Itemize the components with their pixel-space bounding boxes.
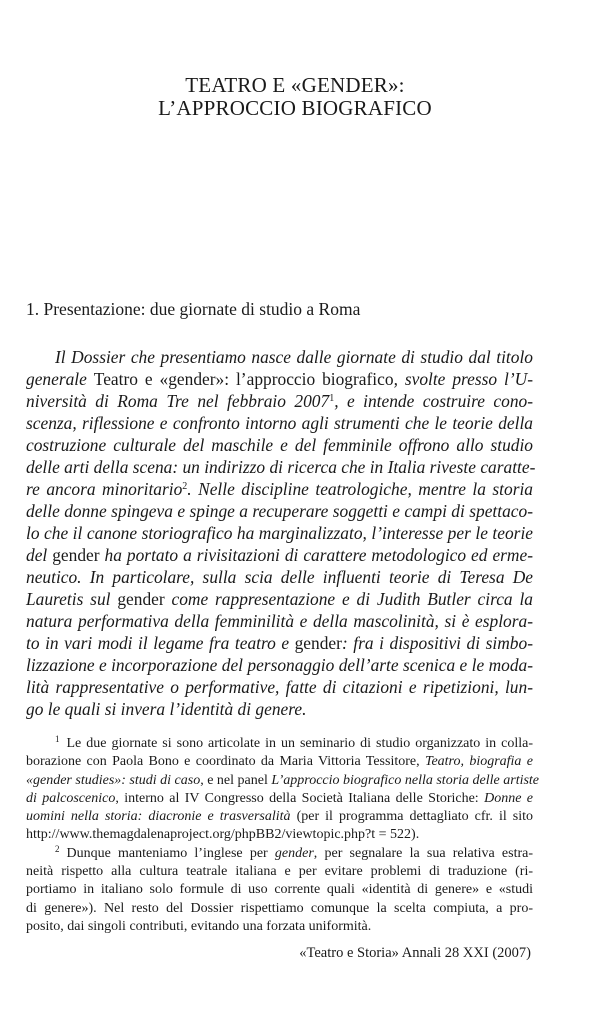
- footnote-line: [26, 753, 533, 771]
- body-line: [26, 632, 533, 654]
- body-text-run: gender: [117, 589, 165, 609]
- footnote-text-run: gender: [274, 845, 314, 861]
- body-line: [26, 434, 533, 456]
- journal-citation: «Teatro e Storia» Annali 28 XXI (2007): [299, 945, 531, 961]
- body-text-run: to in vari modi il legame fra teatro e: [26, 633, 295, 653]
- footnote-text-run: , interno al IV Congresso della Società Italiana delle Storiche:: [115, 790, 485, 806]
- page-title: [0, 74, 590, 120]
- section-heading: 1. Presentazione: due giornate di studio a Roma: [26, 299, 361, 319]
- footnote-line: [26, 735, 533, 753]
- body-line: [26, 522, 533, 544]
- body-text-run: scenza, riflessione e confronto intorno agli strumenti che le teorie della: [26, 413, 533, 433]
- body-text-run: delle arti della scena: un indirizzo di ricerca che in Italia riveste caratte-: [26, 457, 536, 477]
- footnote-line: [26, 845, 533, 863]
- footnote-reference: 2: [182, 481, 188, 492]
- body-line: [26, 456, 536, 478]
- footnote-line: [26, 918, 533, 936]
- footnote-reference: 1: [329, 393, 335, 404]
- body-text-run: natura performativa della femminilità e della mascolinità, si è esplora-: [26, 611, 533, 631]
- body-text-run: . Nelle discipline teatrologiche, mentre la storia: [187, 479, 533, 499]
- footnote-text-run: Dunque manteniamo l’inglese per: [66, 845, 275, 861]
- body-text-run: Lauretis sul: [26, 589, 118, 609]
- footnote-text-run: , per segnalare la sua relativa estra-: [313, 845, 534, 861]
- footnote-text-run: Donne e: [484, 790, 533, 806]
- footnote-text-run: uomini nella storia: diacronie e trasversalità: [26, 809, 291, 825]
- body-line: [26, 588, 533, 610]
- body-text-run: ha portato a rivisitazioni di carattere metodologico ed erme-: [99, 545, 534, 565]
- body-text-run: : fra i dispositivi di simbo-: [341, 633, 533, 653]
- body-text-run: niversità di Roma Tre nel febbraio 2007: [26, 391, 330, 411]
- body-text-run: , e intende costruire cono-: [334, 391, 533, 411]
- body-text-run: delle donne spingeva e spinge a recuperare soggetti e campi di spettaco-: [26, 501, 533, 521]
- body-line: [26, 478, 533, 500]
- footnote-line: [26, 863, 533, 881]
- body-line: [26, 698, 533, 720]
- body-line: [26, 390, 533, 412]
- footnote-text-run: neità rispetto alla cultura teatrale italiana e per evitare problemi di traduzione (ri-: [26, 864, 533, 880]
- footnote-line: [26, 900, 533, 918]
- body-text-run: gender: [52, 545, 100, 565]
- body-line: [26, 676, 533, 698]
- footnote-text-run: , e nel panel: [200, 772, 272, 788]
- footnote-text-run: «gender studies»: studi di caso: [26, 772, 201, 788]
- body-line: [26, 412, 533, 434]
- body-line: [26, 500, 533, 522]
- title-line-2: L’APPROCCIO BIOGRAFICO: [158, 96, 432, 120]
- footnote-line: [26, 826, 533, 844]
- footnotes: [26, 734, 540, 936]
- body-line: [26, 368, 533, 390]
- footnote-text-run: Teatro, biografia e: [424, 754, 533, 770]
- footnote-text-run: posito, dai singoli contributi, evitando una forzata uniformità.: [26, 918, 372, 934]
- footnote-text-run: Le due giornate si sono articolate in un seminario di studio organizzato in colla-: [66, 736, 533, 751]
- body-text-run: re ancora minoritario: [26, 479, 183, 499]
- footnote-text-run: portiamo in italiano solo formule di uso corrente quali «identità di genere» e «studi: [26, 882, 533, 898]
- footnote-number: 1: [55, 734, 60, 744]
- body-text-run: lo che il canone storiografico ha marginalizzato, l’interesse per le teorie: [26, 523, 533, 543]
- body-text-run: Teatro e «gender»: l’approccio biografico: [93, 369, 394, 389]
- body-paragraph: [26, 346, 536, 720]
- body-text-run: costruzione culturale del maschile e del femminile offrono allo studio: [26, 435, 533, 455]
- body-text-run: generale: [26, 369, 94, 389]
- footnote-text-run: (per il programma dettagliato cfr. il sito: [290, 809, 533, 825]
- footnote-text-run: di palcoscenico: [26, 790, 116, 806]
- title-line-1: TEATRO E «GENDER»:: [185, 73, 405, 97]
- footnote-line: [26, 808, 533, 826]
- footnote-line: [26, 881, 533, 899]
- body-text-run: gender: [294, 633, 342, 653]
- body-line: [26, 544, 533, 566]
- footnote-text-run: L’approccio biografico nella storia delle artiste: [271, 772, 540, 788]
- body-line: [26, 610, 533, 632]
- body-line: [26, 566, 533, 588]
- body-text-run: lizzazione e incorporazione del personaggio dell’arte scenica e le moda-: [26, 655, 533, 675]
- body-text-run: come rappresentazione e di Judith Butler circa la: [164, 589, 533, 609]
- body-text-run: lità rappresentative o performative, fatte di citazioni e ripetizioni, lun-: [26, 677, 533, 697]
- body-text-run: Il Dossier che presentiamo nasce dalle giornate di studio dal titolo: [55, 347, 533, 367]
- body-text-run: , svolte presso l’U-: [393, 369, 533, 389]
- body-line: [26, 654, 533, 676]
- footnote-line: [26, 790, 533, 808]
- body-text-run: go le quali si invera l’identità di genere.: [26, 699, 307, 719]
- body-text-run: neutico. In particolare, sulla scia delle influenti teorie di Teresa De: [26, 567, 533, 587]
- footnote-number: 2: [55, 843, 60, 854]
- footnote-text-run: http://www.themagdalenaproject.org/phpBB2/viewtopic.php?t = 522).: [26, 827, 420, 843]
- footnote-line: [26, 772, 540, 790]
- footnote-text-run: di genere»). Nel resto del Dossier rispettiamo comunque la scelta compiuta, a pro-: [26, 900, 533, 916]
- body-line: [26, 346, 533, 368]
- footnote-text-run: borazione con Paola Bono e coordinato da Maria Vittoria Tessitore,: [26, 754, 425, 770]
- body-text-run: del: [26, 545, 53, 565]
